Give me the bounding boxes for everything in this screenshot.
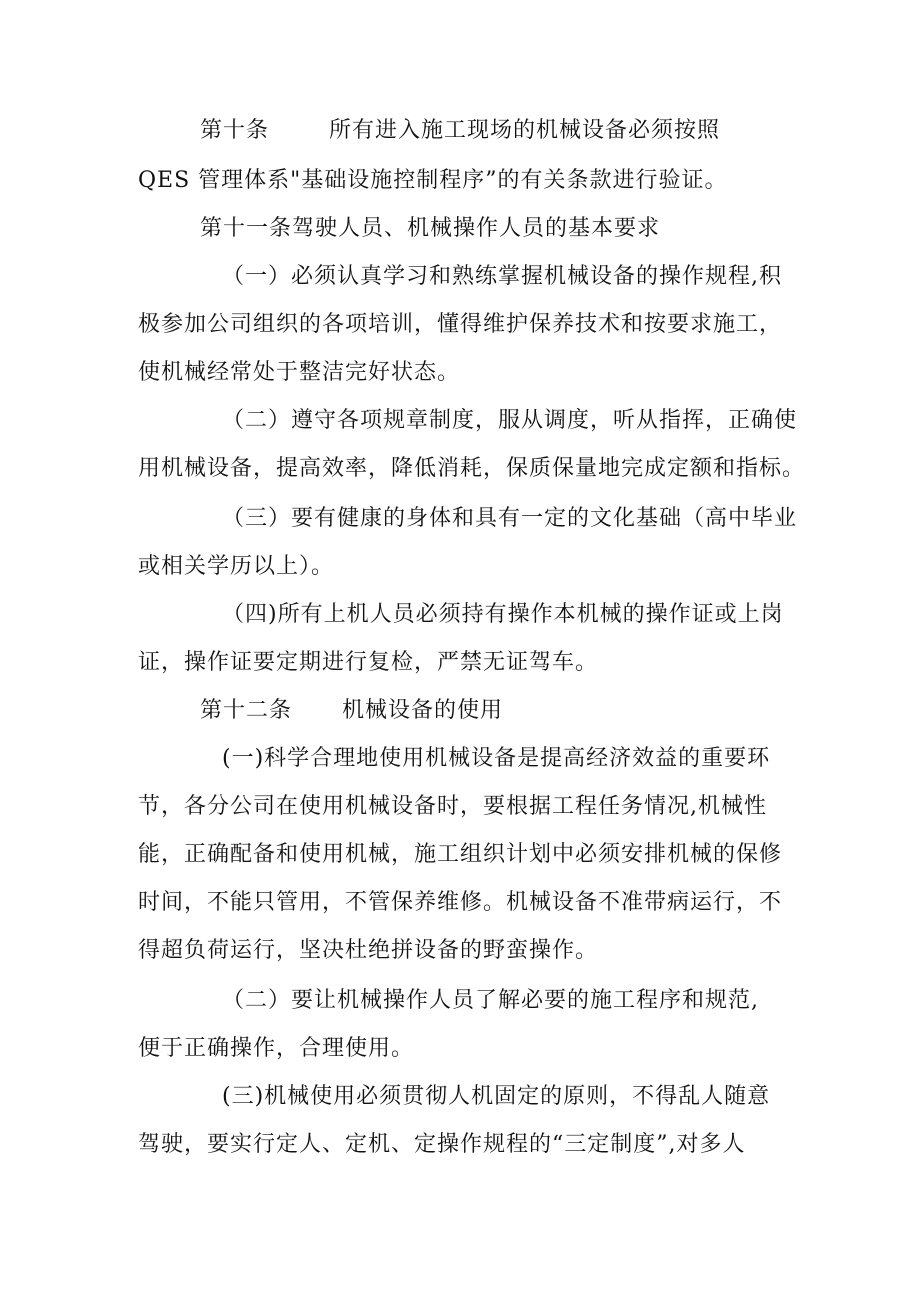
- article-12-item-3-line-1: (三)机械使用必须贯彻人机固定的原则，不得乱人随意: [222, 1084, 771, 1109]
- article-12-item-1-line-4: 时间，不能只管用，不管保养维修。机械设备不准带病运行，不: [138, 890, 783, 915]
- article-12-title: 机械设备的使用: [342, 698, 504, 723]
- article-11-item-4-line-2: 证，操作证要定期进行复检，严禁无证驾车。: [138, 650, 599, 675]
- article-11-item-3-line-2: 或相关学历以上）。: [138, 554, 335, 579]
- article-12-item-1-line-5: 得超负荷运行，坚决杜绝拼设备的野蛮操作。: [138, 938, 599, 963]
- article-12-item-2-line-1: （二）要让机械操作人员了解必要的施工程序和规范,: [222, 988, 759, 1013]
- article-10-heading: 第十条: [200, 118, 270, 143]
- article-12-item-1-line-3: 能，正确配备和使用机械，施工组织计划中必须安排机械的保修: [138, 842, 783, 867]
- article-12-heading: 第十二条: [200, 698, 293, 723]
- article-11-item-1-line-3: 使机械经常处于整洁完好状态。: [138, 360, 461, 385]
- article-11-item-2-line-1: （二）遵守各项规章制度，服从调度，听从指挥，正确使: [222, 408, 798, 433]
- article-10-text: 所有进入施工现场的机械设备必须按照: [329, 118, 721, 143]
- article-10-line-1: [200, 116, 720, 146]
- article-11-item-1-line-2: 极参加公司组织的各项培训，懂得维护保养技术和按要求施工，: [138, 312, 783, 337]
- article-11-heading: 第十一条驾驶人员、机械操作人员的基本要求: [200, 216, 661, 241]
- article-12-item-3-line-2: 驾驶，要实行定人、定机、定操作规程的“三定制度”,对多人: [138, 1132, 746, 1157]
- article-11-item-2-line-2: 用机械设备，提高效率，降低消耗，保质保量地完成定额和指标。: [138, 456, 806, 481]
- article-11-item-3-line-1: （三）要有健康的身体和具有一定的文化基础（高中毕业: [222, 506, 798, 531]
- article-11-item-4-line-1: （四)所有上机人员必须持有操作本机械的操作证或上岗: [222, 602, 784, 627]
- article-12-item-2-line-2: 便于正确操作，合理使用。: [138, 1036, 415, 1061]
- article-12-item-1-line-1: (一)科学合理地使用机械设备是提高经济效益的重要环: [222, 746, 771, 771]
- article-10-line-2: QES 管理体系"基础设施控制程序”的有关条款进行验证。: [138, 168, 728, 193]
- article-12-item-1-line-2: 节，各分公司在使用机械设备时，要根据工程任务情况,机械性: [138, 794, 767, 819]
- article-12-heading-line: [200, 696, 503, 726]
- article-11-item-1-line-1: （一）必须认真学习和熟练掌握机械设备的操作规程,积: [222, 264, 782, 289]
